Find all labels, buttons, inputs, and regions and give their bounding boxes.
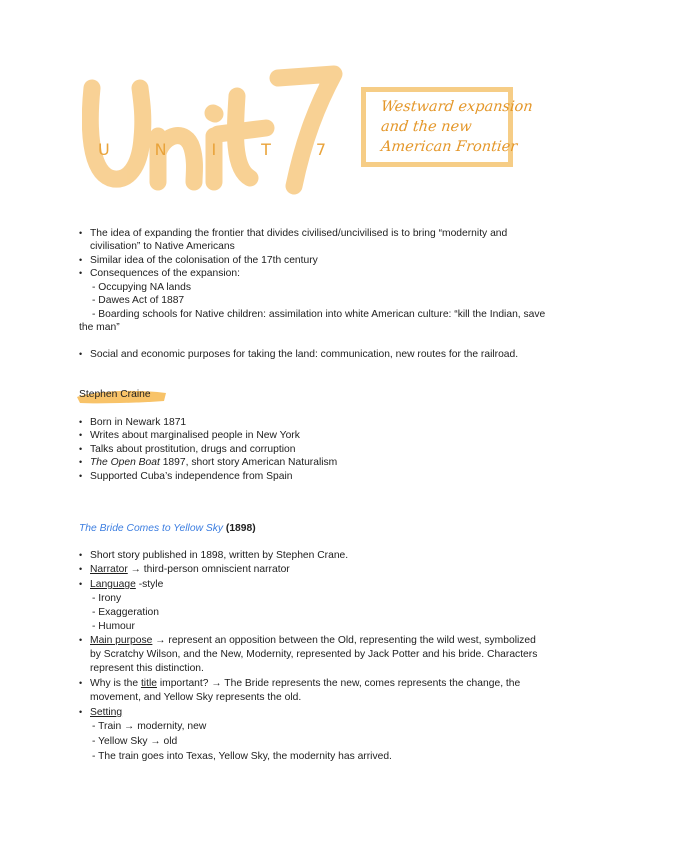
term-label: Main purpose — [90, 635, 153, 646]
sub-item: - Train → modernity, new — [92, 721, 207, 732]
term-label: Setting — [90, 707, 123, 718]
list-item-text: important? → The Bride represents the new, comes represents the change, the — [156, 678, 521, 689]
topic-line: and the new — [380, 119, 473, 135]
list-item — [90, 267, 240, 281]
sub-item: - Exaggeration — [92, 607, 159, 618]
list-item — [90, 456, 337, 470]
list-item — [90, 706, 122, 720]
list-item — [90, 578, 163, 592]
sub-item: - Humour — [92, 621, 135, 632]
topic-box — [361, 87, 534, 167]
list-item-continuation: movement, and Yellow Sky represents the old. — [90, 692, 302, 703]
list-item — [90, 470, 292, 484]
sub-item: - Dawes Act of 1887 — [92, 295, 185, 306]
unit-title-lettering — [82, 58, 352, 198]
list-item-text: Supported Cuba’s independence from Spain — [90, 471, 293, 482]
list-item — [90, 677, 520, 691]
list-item-continuation: by Scratchy Wilson, and the New, Modernity, represented by Jack Potter and his bride. Characters — [90, 649, 538, 660]
list-item-text: Born in Newark 1871 — [90, 417, 187, 428]
list-item — [90, 348, 518, 362]
sub-item-continuation: the man” — [79, 322, 120, 333]
list-item — [90, 429, 300, 443]
list-item — [90, 254, 318, 268]
list-item-text: Why is the — [90, 678, 141, 689]
list-item-text: Social and economic purposes for taking the land: communication, new routes for the railroad. — [90, 349, 519, 360]
story-title: The Bride Comes to Yellow Sky — [79, 523, 224, 534]
term-label: Language — [90, 579, 136, 590]
book-title: The Open Boat — [90, 457, 160, 468]
list-item — [90, 416, 186, 430]
section-heading: Stephen Craine — [79, 389, 151, 400]
term-label: Narrator — [90, 564, 128, 575]
unit-title-spaced — [98, 140, 328, 160]
sub-item: - The train goes into Texas, Yellow Sky, the modernity has arrived. — [92, 751, 392, 762]
topic-line: American Frontier — [380, 139, 518, 155]
list-item — [90, 563, 290, 577]
unit-letter: U — [98, 140, 112, 159]
unit-letter: N — [154, 140, 169, 159]
list-item — [90, 549, 348, 563]
sub-item: - Yellow Sky → old — [92, 736, 178, 747]
list-item — [90, 443, 296, 457]
term-label: title — [140, 678, 157, 689]
list-item-text: 1897, short story American Naturalism — [159, 457, 338, 468]
list-item-continuation: civilisation” to Native Americans — [90, 241, 235, 252]
story-year: (1898) — [225, 523, 256, 534]
list-item-text: -style — [135, 579, 164, 590]
list-item-continuation: represent this distinction. — [90, 663, 204, 674]
list-item — [90, 227, 507, 241]
section-heading — [79, 522, 256, 536]
list-item-text: → represent an opposition between the Old, representing the wild west, symbolized — [152, 635, 536, 646]
unit-letter: T — [261, 140, 273, 159]
sub-item: - Occupying NA lands — [92, 282, 192, 293]
list-item-text: Writes about marginalised people in New York — [90, 430, 300, 441]
list-item-text: Talks about prostitution, drugs and corruption — [90, 444, 296, 455]
sub-item: - Boarding schools for Native children: assimilation into white American culture: “kill the Indian, save — [92, 309, 546, 320]
sub-item: - Irony — [92, 593, 122, 604]
list-item-text: Consequences of the expansion: — [90, 268, 240, 279]
list-item-text: → third-person omniscient narrator — [127, 564, 290, 575]
list-item-text: The idea of expanding the frontier that divides civilised/uncivilised is to bring “modernity and — [90, 228, 508, 239]
topic-line: Westward expansion — [380, 99, 534, 115]
list-item-text: Similar idea of the colonisation of the 17th century — [90, 255, 318, 266]
unit-letter: I — [211, 140, 219, 159]
list-item — [90, 634, 536, 648]
unit-letter: 7 — [315, 140, 328, 159]
list-item-text: Short story published in 1898, written by Stephen Crane. — [90, 550, 349, 561]
